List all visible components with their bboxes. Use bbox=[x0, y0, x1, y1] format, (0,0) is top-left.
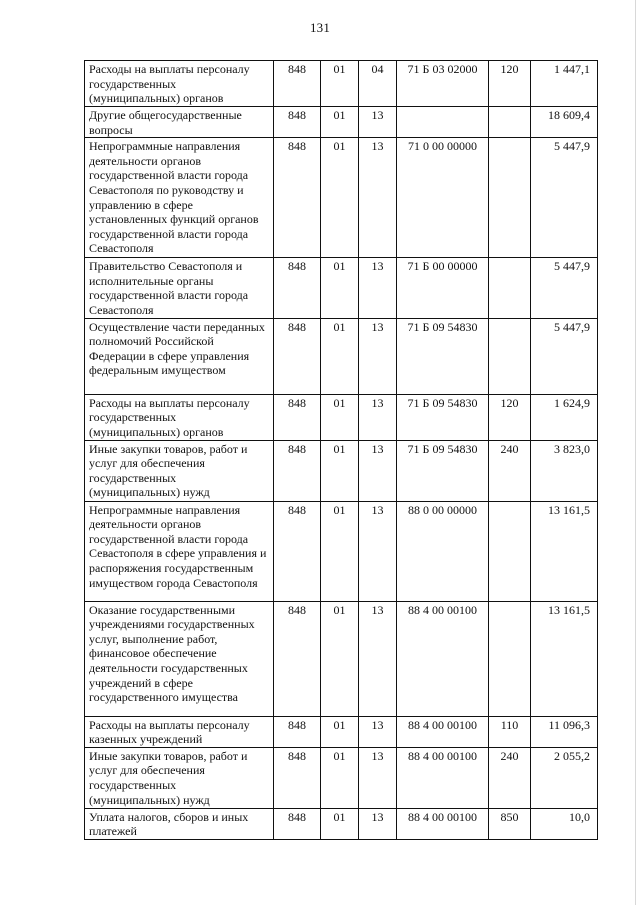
amount-cell: 13 161,5 bbox=[531, 501, 598, 601]
department-code-cell: 848 bbox=[274, 716, 321, 747]
amount-cell: 5 447,9 bbox=[531, 318, 598, 394]
expense-name-cell: Непрограммные направления деятельности органов государственной власти города Севастополя в сфере управления и распоряжения государственным имуществом города Севастополя bbox=[85, 501, 274, 601]
section-code-cell: 01 bbox=[321, 107, 359, 138]
subsection-code-cell: 13 bbox=[359, 394, 397, 440]
subsection-code-cell: 13 bbox=[359, 258, 397, 318]
subsection-code-cell: 04 bbox=[359, 61, 397, 107]
expense-name-cell: Расходы на выплаты персоналу государственных (муниципальных) органов bbox=[85, 61, 274, 107]
department-code-cell: 848 bbox=[274, 394, 321, 440]
subsection-code-cell: 13 bbox=[359, 107, 397, 138]
target-item-cell: 88 4 00 00100 bbox=[397, 716, 489, 747]
expense-type-cell: 240 bbox=[489, 747, 531, 808]
expense-type-cell: 120 bbox=[489, 394, 531, 440]
subsection-code-cell: 13 bbox=[359, 138, 397, 258]
table-body bbox=[85, 61, 598, 840]
section-code-cell: 01 bbox=[321, 808, 359, 839]
department-code-cell: 848 bbox=[274, 440, 321, 501]
table-row bbox=[85, 716, 598, 747]
expense-type-cell: 110 bbox=[489, 716, 531, 747]
target-item-cell: 88 0 00 00000 bbox=[397, 501, 489, 601]
subsection-code-cell: 13 bbox=[359, 440, 397, 501]
page-number: 131 bbox=[309, 20, 331, 35]
department-code-cell: 848 bbox=[274, 138, 321, 258]
expense-name-cell: Уплата налогов, сборов и иных платежей bbox=[85, 808, 274, 839]
section-code-cell: 01 bbox=[321, 601, 359, 716]
target-item-cell: 88 4 00 00100 bbox=[397, 808, 489, 839]
target-item-cell: 71 0 00 00000 bbox=[397, 138, 489, 258]
target-item-cell bbox=[397, 107, 489, 138]
expense-type-cell: 120 bbox=[489, 61, 531, 107]
amount-cell: 3 823,0 bbox=[531, 440, 598, 501]
expense-type-cell bbox=[489, 258, 531, 318]
table-row bbox=[85, 318, 598, 394]
table-row bbox=[85, 138, 598, 258]
department-code-cell: 848 bbox=[274, 808, 321, 839]
expense-type-cell bbox=[489, 318, 531, 394]
expense-type-cell bbox=[489, 601, 531, 716]
amount-cell: 11 096,3 bbox=[531, 716, 598, 747]
subsection-code-cell: 13 bbox=[359, 808, 397, 839]
subsection-code-cell: 13 bbox=[359, 501, 397, 601]
table-row bbox=[85, 808, 598, 839]
subsection-code-cell: 13 bbox=[359, 318, 397, 394]
table-row bbox=[85, 107, 598, 138]
expense-name-cell: Расходы на выплаты персоналу государственных (муниципальных) органов bbox=[85, 394, 274, 440]
expense-name-cell: Оказание государственными учреждениями государственных услуг, выполнение работ, финансовое обеспечение деятельности государственных учреждений в сфере государственного имущества bbox=[85, 601, 274, 716]
amount-cell: 13 161,5 bbox=[531, 601, 598, 716]
amount-cell: 2 055,2 bbox=[531, 747, 598, 808]
section-code-cell: 01 bbox=[321, 258, 359, 318]
department-code-cell: 848 bbox=[274, 258, 321, 318]
section-code-cell: 01 bbox=[321, 318, 359, 394]
section-code-cell: 01 bbox=[321, 394, 359, 440]
expense-type-cell: 240 bbox=[489, 440, 531, 501]
amount-cell: 5 447,9 bbox=[531, 258, 598, 318]
budget-table bbox=[84, 60, 598, 840]
department-code-cell: 848 bbox=[274, 318, 321, 394]
expense-name-cell: Другие общегосударственные вопросы bbox=[85, 107, 274, 138]
target-item-cell: 71 Б 00 00000 bbox=[397, 258, 489, 318]
target-item-cell: 71 Б 03 02000 bbox=[397, 61, 489, 107]
section-code-cell: 01 bbox=[321, 501, 359, 601]
expense-name-cell: Непрограммные направления деятельности органов государственной власти города Севастополя по руководству и управлению в сфере установленных функций органов государственной власти города Севастополя bbox=[85, 138, 274, 258]
target-item-cell: 88 4 00 00100 bbox=[397, 747, 489, 808]
amount-cell: 1 624,9 bbox=[531, 394, 598, 440]
section-code-cell: 01 bbox=[321, 716, 359, 747]
section-code-cell: 01 bbox=[321, 61, 359, 107]
section-code-cell: 01 bbox=[321, 440, 359, 501]
table-row bbox=[85, 501, 598, 601]
amount-cell: 10,0 bbox=[531, 808, 598, 839]
table-row bbox=[85, 394, 598, 440]
scan-edge-line bbox=[635, 0, 636, 905]
table-row bbox=[85, 440, 598, 501]
subsection-code-cell: 13 bbox=[359, 747, 397, 808]
section-code-cell: 01 bbox=[321, 747, 359, 808]
department-code-cell: 848 bbox=[274, 601, 321, 716]
expense-name-cell: Иные закупки товаров, работ и услуг для обеспечения государственных (муниципальных) нужд bbox=[85, 747, 274, 808]
expense-type-cell bbox=[489, 501, 531, 601]
subsection-code-cell: 13 bbox=[359, 716, 397, 747]
target-item-cell: 71 Б 09 54830 bbox=[397, 440, 489, 501]
expense-name-cell: Правительство Севастополя и исполнительные органы государственной власти города Севастополя bbox=[85, 258, 274, 318]
table-row bbox=[85, 747, 598, 808]
target-item-cell: 71 Б 09 54830 bbox=[397, 318, 489, 394]
department-code-cell: 848 bbox=[274, 107, 321, 138]
expense-name-cell: Осуществление части переданных полномочий Российской Федерации в сфере управления федеральным имуществом bbox=[85, 318, 274, 394]
expense-type-cell bbox=[489, 138, 531, 258]
department-code-cell: 848 bbox=[274, 61, 321, 107]
expense-name-cell: Иные закупки товаров, работ и услуг для обеспечения государственных (муниципальных) нужд bbox=[85, 440, 274, 501]
department-code-cell: 848 bbox=[274, 747, 321, 808]
table-row bbox=[85, 601, 598, 716]
expense-type-cell bbox=[489, 107, 531, 138]
section-code-cell: 01 bbox=[321, 138, 359, 258]
amount-cell: 18 609,4 bbox=[531, 107, 598, 138]
department-code-cell: 848 bbox=[274, 501, 321, 601]
subsection-code-cell: 13 bbox=[359, 601, 397, 716]
amount-cell: 1 447,1 bbox=[531, 61, 598, 107]
amount-cell: 5 447,9 bbox=[531, 138, 598, 258]
table-row bbox=[85, 258, 598, 318]
expense-type-cell: 850 bbox=[489, 808, 531, 839]
expense-name-cell: Расходы на выплаты персоналу казенных учреждений bbox=[85, 716, 274, 747]
target-item-cell: 88 4 00 00100 bbox=[397, 601, 489, 716]
table-row bbox=[85, 61, 598, 107]
target-item-cell: 71 Б 09 54830 bbox=[397, 394, 489, 440]
